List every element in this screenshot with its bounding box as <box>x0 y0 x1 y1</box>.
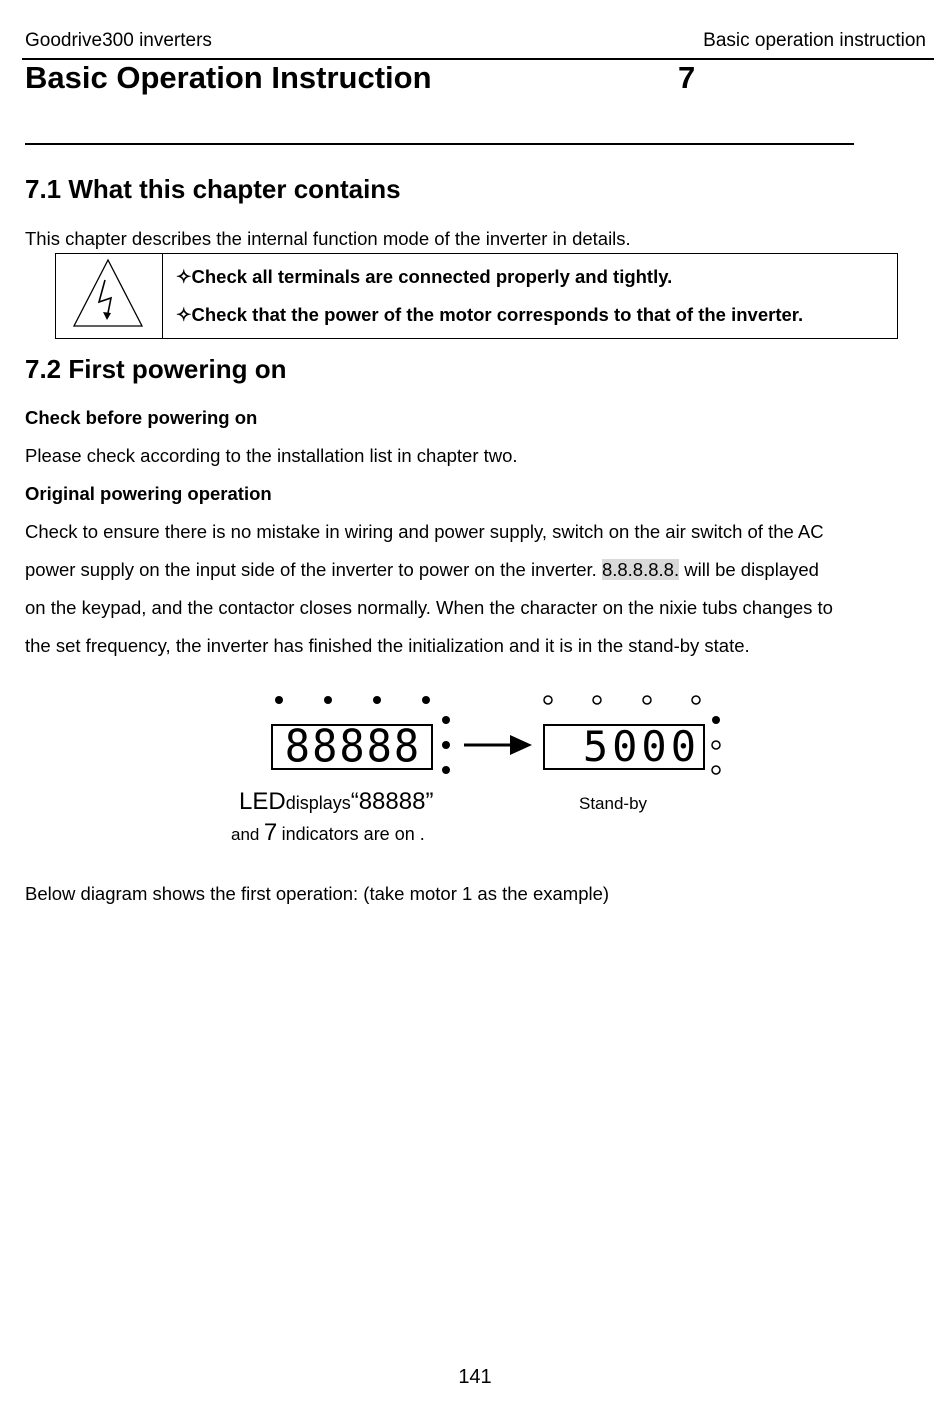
indicator-dot-on <box>712 716 720 724</box>
caption-led: LED <box>239 788 286 815</box>
chapter-number: 7 <box>678 60 696 95</box>
led-display-left-text: 88888 <box>284 720 422 773</box>
chapter-title: Basic Operation Instruction <box>25 60 432 95</box>
warning-icon-cell <box>56 254 163 338</box>
arrow-head <box>510 735 532 755</box>
indicator-dot-off <box>544 696 552 704</box>
paragraph-line-2-end: will be displayed <box>679 559 819 580</box>
header-product: Goodrive300 inverters <box>25 30 212 51</box>
keypad-display-figure <box>214 672 760 857</box>
indicator-dot-on <box>442 741 450 749</box>
header-section: Basic operation instruction <box>703 30 926 51</box>
paragraph-line-2 <box>25 559 819 581</box>
indicator-dot-off <box>712 766 720 774</box>
indicator-dot-off <box>712 741 720 749</box>
paragraph-line-1: Check to ensure there is no mistake in wiring and power supply, switch on the air switch of the AC <box>25 521 824 542</box>
figure-caption-indicators <box>231 819 425 847</box>
subheading-original-powering: Original powering operation <box>25 483 272 504</box>
page-number: 141 <box>458 1366 492 1388</box>
paragraph-line-3: on the keypad, and the contactor closes normally. When the character on the nixie tubs changes to <box>25 597 833 618</box>
warning-item-motor-power: ✧Check that the power of the motor corresponds to that of the inverter. <box>176 304 804 325</box>
section-heading-7-1: 7.1 What this chapter contains <box>25 174 401 204</box>
highlighted-display-code: 8.8.8.8.8. <box>601 559 680 580</box>
electric-hazard-icon <box>56 254 162 338</box>
indicator-dot-on <box>442 716 450 724</box>
caption-seven: 7 <box>263 819 278 846</box>
indicator-dot-on <box>422 696 430 704</box>
section-heading-7-2: 7.2 First powering on <box>25 354 287 384</box>
chapter-rule <box>25 143 854 145</box>
section-intro: This chapter describes the internal function mode of the inverter in details. <box>25 228 631 249</box>
paragraph-below-diagram: Below diagram shows the first operation: (take motor 1 as the example) <box>25 883 610 904</box>
indicator-dot-off <box>643 696 651 704</box>
figure-caption-led <box>239 788 433 816</box>
indicator-dot-on <box>324 696 332 704</box>
paragraph-line-4: the set frequency, the inverter has finished the initialization and it is in the stand-by state. <box>25 635 750 656</box>
indicator-dot-on <box>275 696 283 704</box>
warning-item-terminals: ✧Check all terminals are connected properly and tightly. <box>176 266 673 287</box>
paragraph-line-2-start: power supply on the input side of the inverter to power on the inverter. <box>25 559 602 580</box>
indicator-dot-on <box>442 766 450 774</box>
caption-quote: “88888” <box>350 788 434 815</box>
caption-displays: displays <box>285 793 351 813</box>
led-display-right-text: 5000 <box>582 722 700 771</box>
paragraph-check: Please check according to the installation list in chapter two. <box>25 445 518 466</box>
warning-box <box>55 253 898 339</box>
subheading-check-before: Check before powering on <box>25 407 258 428</box>
indicator-dot-on <box>373 696 381 704</box>
figure-caption-standby: Stand-by <box>579 794 648 813</box>
indicator-dot-off <box>692 696 700 704</box>
caption-and: and <box>231 825 260 844</box>
indicator-dot-off <box>593 696 601 704</box>
caption-indicators: indicators are on . <box>281 824 425 844</box>
